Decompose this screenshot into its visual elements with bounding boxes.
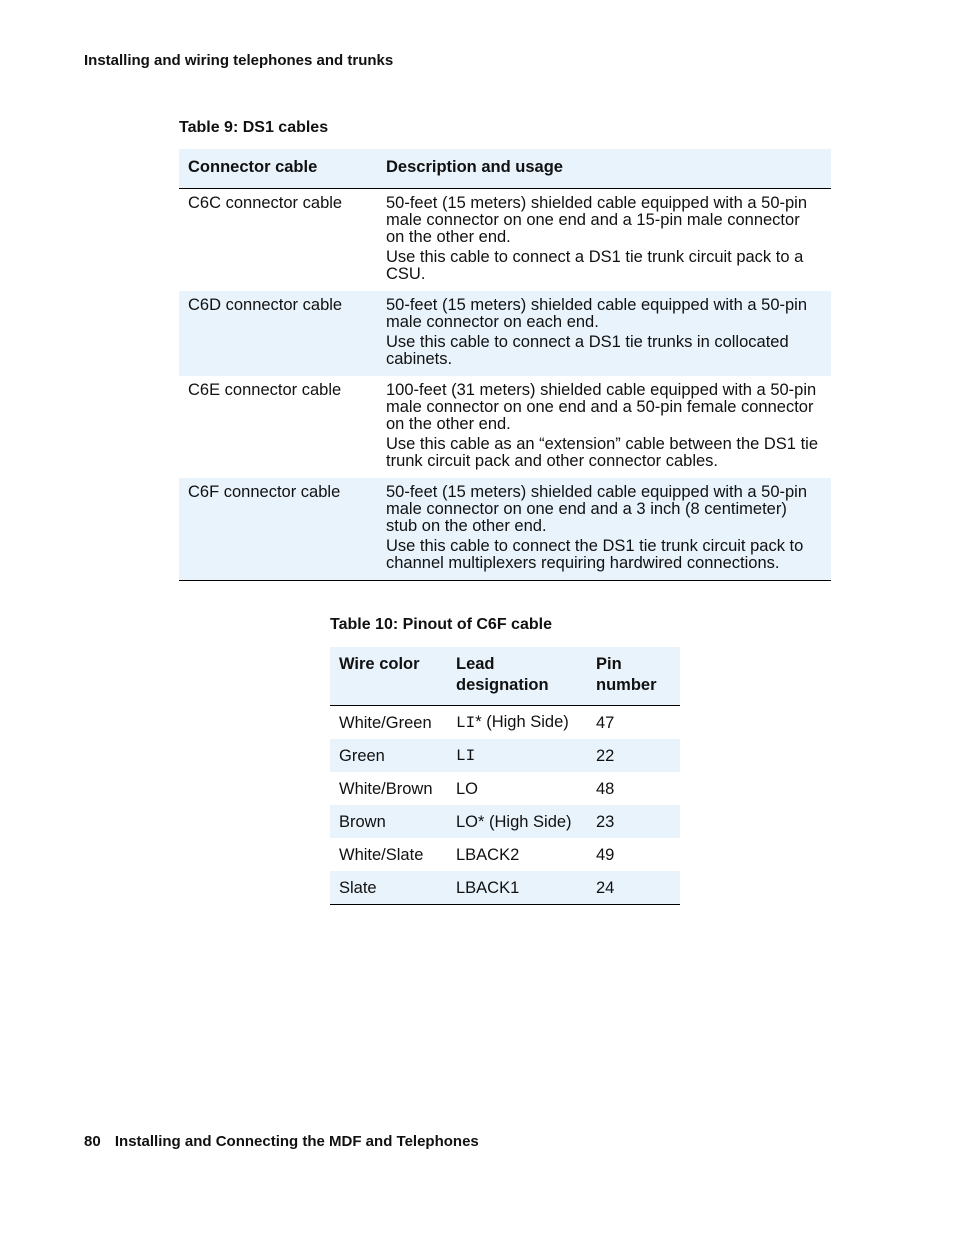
usage-text: Use this cable to connect the DS1 tie trunk circuit pack to channel multiplexers requiring hardwired connections. [386, 537, 804, 572]
cable-description [377, 478, 831, 581]
lead-code: LO [456, 779, 479, 798]
column-header-connector-cable: Connector cable [179, 149, 377, 189]
description-text: 50-feet (15 meters) shielded cable equipped with a 50-pin male connector on one end and a 3 inch (8 centimeter) stub on the other end. [386, 483, 808, 535]
cable-name: C6C connector cable [188, 194, 343, 212]
lead-designation [447, 871, 587, 905]
table-row [179, 291, 831, 376]
table9-caption: Table 9: DS1 cables [179, 119, 329, 136]
wire-color: White/Brown [339, 779, 433, 798]
lead-designation [447, 706, 587, 740]
lead-code: LBACK1 [456, 878, 520, 897]
page-footer [84, 1133, 479, 1150]
table-row [330, 805, 680, 838]
description-text: 50-feet (15 meters) shielded cable equipped with a 50-pin male connector on one end and a 15-pin male connector on the other end. [386, 194, 808, 246]
lead-code: LI [456, 747, 476, 765]
table-header-row [330, 647, 680, 706]
description-text: 100-feet (31 meters) shielded cable equipped with a 50-pin male connector on one end and a 50-pin female connector on the other end. [386, 381, 817, 433]
header-line: designation [456, 676, 549, 694]
page-number: 80 [84, 1133, 101, 1150]
table-row [179, 189, 831, 292]
column-header-description: Description and usage [377, 149, 831, 189]
lead-code: LBACK2 [456, 845, 520, 864]
header-line: number [596, 676, 657, 694]
wire-color: Slate [339, 878, 377, 897]
c6f-pinout-table [330, 647, 680, 905]
header-line: Lead [456, 655, 495, 673]
table-row [330, 838, 680, 871]
header-line: Pin [596, 655, 622, 673]
column-header-pin-number [587, 647, 680, 706]
lead-note: * (High Side) [478, 812, 572, 831]
usage-text: Use this cable to connect a DS1 tie trunks in collocated cabinets. [386, 333, 789, 368]
lead-designation [447, 838, 587, 871]
table-row [330, 739, 680, 772]
ds1-cables-table [179, 149, 831, 581]
running-header: Installing and wiring telephones and trunks [84, 52, 394, 69]
table-row [330, 706, 680, 740]
table-row [179, 376, 831, 478]
pin-number: 23 [596, 812, 615, 831]
lead-code: LI [456, 714, 476, 732]
usage-text: Use this cable as an “extension” cable between the DS1 tie trunk circuit pack and other connector cables. [386, 435, 818, 470]
lead-designation [447, 805, 587, 838]
column-header-wire-color: Wire color [330, 647, 447, 706]
wire-color: Brown [339, 812, 386, 831]
cable-name: C6E connector cable [188, 381, 342, 399]
table-header-row [179, 149, 831, 189]
column-header-lead-designation [447, 647, 587, 706]
wire-color: White/Green [339, 713, 432, 732]
cable-description [377, 376, 831, 478]
lead-designation [447, 739, 587, 772]
cable-description [377, 189, 831, 292]
lead-code: LO [456, 812, 479, 831]
lead-designation [447, 772, 587, 805]
table-row [330, 871, 680, 905]
pin-number: 47 [596, 713, 615, 732]
pin-number: 22 [596, 746, 615, 765]
table10-caption: Table 10: Pinout of C6F cable [330, 616, 552, 633]
book-title: Installing and Connecting the MDF and Telephones [114, 1133, 479, 1150]
wire-color: White/Slate [339, 845, 424, 864]
description-text: 50-feet (15 meters) shielded cable equipped with a 50-pin male connector on each end. [386, 296, 808, 331]
cable-description [377, 291, 831, 376]
usage-text: Use this cable to connect a DS1 tie trunk circuit pack to a CSU. [386, 248, 804, 283]
pin-number: 24 [596, 878, 615, 897]
cable-name: C6F connector cable [188, 483, 341, 501]
cable-name: C6D connector cable [188, 296, 343, 314]
pin-number: 48 [596, 779, 615, 798]
table-row [179, 478, 831, 581]
wire-color: Green [339, 746, 385, 765]
pin-number: 49 [596, 845, 615, 864]
lead-note: * (High Side) [475, 713, 569, 731]
table-row [330, 772, 680, 805]
